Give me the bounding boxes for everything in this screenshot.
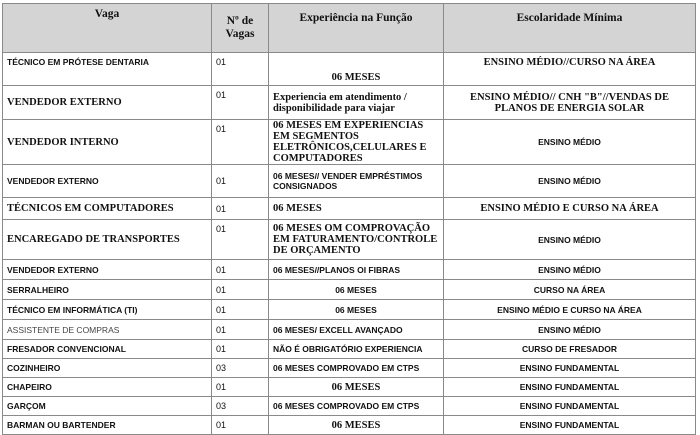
- cell-vaga: GARÇOM: [3, 397, 212, 416]
- cell-experiencia: 06 MESES COMPROVADO EM CTPS: [269, 359, 444, 378]
- cell-vagas: 01: [212, 340, 269, 359]
- table-row: [3, 86, 696, 120]
- table-row: [3, 53, 696, 86]
- cell-experiencia: Experiencia em atendimento / disponibilidade para viajar: [269, 86, 444, 120]
- table-row: [3, 359, 696, 378]
- cell-escolaridade: ENSINO FUNDAMENTAL: [444, 378, 696, 397]
- cell-vagas: 01: [212, 300, 269, 320]
- cell-vagas: 01: [212, 378, 269, 397]
- cell-vagas: 03: [212, 359, 269, 378]
- cell-escolaridade: ENSINO MÉDIO: [444, 260, 696, 280]
- cell-experiencia: 06 MESES COMPROVADO EM CTPS: [269, 397, 444, 416]
- cell-vagas: 01: [212, 320, 269, 340]
- cell-experiencia: 06 MESES: [269, 53, 444, 86]
- table-row: [3, 300, 696, 320]
- cell-vaga: VENDEDOR EXTERNO: [3, 260, 212, 280]
- cell-experiencia: 06 MESES//PLANOS OI FIBRAS: [269, 260, 444, 280]
- cell-vagas: 01: [212, 53, 269, 86]
- table-row: [3, 280, 696, 300]
- cell-vagas: 01: [212, 220, 269, 260]
- cell-vagas: 01: [212, 416, 269, 435]
- cell-vaga: ASSISTENTE DE COMPRAS: [3, 320, 212, 340]
- cell-vaga: TÉCNICO EM PRÓTESE DENTARIA: [3, 53, 212, 86]
- cell-experiencia: 06 MESES: [269, 280, 444, 300]
- cell-vagas: 01: [212, 198, 269, 220]
- cell-vaga: VENDEDOR INTERNO: [3, 120, 212, 165]
- cell-experiencia: 06 MESES: [269, 378, 444, 397]
- cell-vagas: 01: [212, 120, 269, 165]
- cell-vaga: VENDEDOR EXTERNO: [3, 165, 212, 198]
- cell-vagas: 01: [212, 280, 269, 300]
- cell-vaga: BARMAN OU BARTENDER: [3, 416, 212, 435]
- cell-vaga: COZINHEIRO: [3, 359, 212, 378]
- header-escolaridade: Escolaridade Mínima: [444, 4, 696, 53]
- cell-vagas: 01: [212, 86, 269, 120]
- cell-escolaridade: ENSINO MÉDIO E CURSO NA ÁREA: [444, 300, 696, 320]
- header-vagas-count: Nº de Vagas: [212, 4, 269, 53]
- cell-experiencia: NÃO É OBRIGATÓRIO EXPERIENCIA: [269, 340, 444, 359]
- table-row: [3, 120, 696, 165]
- cell-vagas: 03: [212, 397, 269, 416]
- cell-vaga: FRESADOR CONVENCIONAL: [3, 340, 212, 359]
- cell-escolaridade: CURSO NA ÁREA: [444, 280, 696, 300]
- cell-escolaridade: ENSINO MÉDIO// CNH "B"//VENDAS DE PLANOS DE ENERGIA SOLAR: [444, 86, 696, 120]
- jobs-table: [2, 3, 696, 435]
- cell-experiencia: 06 MESES OM COMPROVAÇÃO EM FATURAMENTO/CONTROLE DE ORÇAMENTO: [269, 220, 444, 260]
- cell-experiencia: 06 MESES: [269, 416, 444, 435]
- cell-experiencia: 06 MESES/ EXCELL AVANÇADO: [269, 320, 444, 340]
- cell-vaga: TÉCNICOS EM COMPUTADORES: [3, 198, 212, 220]
- table-row: [3, 165, 696, 198]
- cell-escolaridade: ENSINO MÉDIO: [444, 165, 696, 198]
- cell-experiencia: 06 MESES: [269, 300, 444, 320]
- cell-vagas: 01: [212, 260, 269, 280]
- cell-experiencia: 06 MESES EM EXPERIENCIAS EM SEGMENTOS ELETRÔNICOS,CELULARES E COMPUTADORES: [269, 120, 444, 165]
- header-row: [3, 4, 696, 53]
- cell-escolaridade: ENSINO FUNDAMENTAL: [444, 359, 696, 378]
- cell-vaga: CHAPEIRO: [3, 378, 212, 397]
- cell-vagas: 01: [212, 165, 269, 198]
- header-vaga: Vaga: [3, 4, 212, 53]
- table-row: [3, 198, 696, 220]
- cell-escolaridade: ENSINO FUNDAMENTAL: [444, 397, 696, 416]
- table-row: [3, 260, 696, 280]
- cell-escolaridade: ENSINO MÉDIO//CURSO NA ÁREA: [444, 53, 696, 86]
- table-row: [3, 378, 696, 397]
- cell-escolaridade: ENSINO MÉDIO: [444, 320, 696, 340]
- cell-vaga: SERRALHEIRO: [3, 280, 212, 300]
- table-row: [3, 397, 696, 416]
- header-experiencia: Experiência na Função: [269, 4, 444, 53]
- cell-vaga: TÉCNICO EM INFORMÁTICA (TI): [3, 300, 212, 320]
- cell-escolaridade: CURSO DE FRESADOR: [444, 340, 696, 359]
- cell-experiencia: 06 MESES: [269, 198, 444, 220]
- table-row: [3, 220, 696, 260]
- cell-vaga: ENCAREGADO DE TRANSPORTES: [3, 220, 212, 260]
- cell-experiencia: 06 MESES// VENDER EMPRÉSTIMOS CONSIGNADOS: [269, 165, 444, 198]
- table-row: [3, 320, 696, 340]
- cell-escolaridade: ENSINO MÉDIO: [444, 120, 696, 165]
- cell-vaga: VENDEDOR EXTERNO: [3, 86, 212, 120]
- cell-escolaridade: ENSINO FUNDAMENTAL: [444, 416, 696, 435]
- table-row: [3, 340, 696, 359]
- table-row: [3, 416, 696, 435]
- cell-escolaridade: ENSINO MÉDIO: [444, 220, 696, 260]
- cell-escolaridade: ENSINO MÉDIO E CURSO NA ÁREA: [444, 198, 696, 220]
